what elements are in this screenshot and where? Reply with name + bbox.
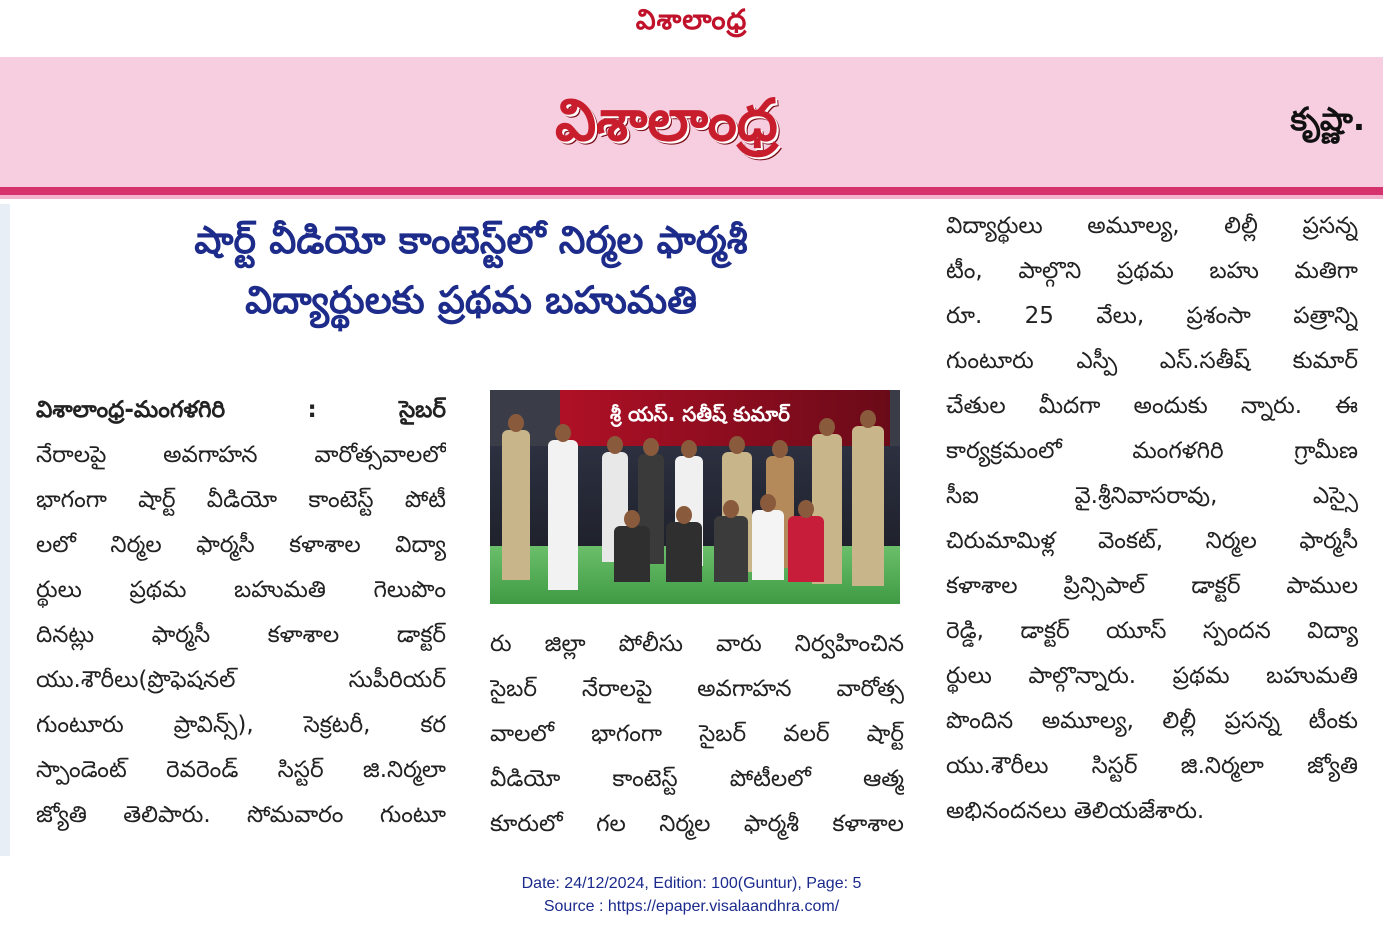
article-column-2: [490, 622, 904, 847]
text-line: రు జిల్లా పోలీసు వారు నిర్వహించిన: [490, 631, 904, 657]
text-line: భాగంగా షార్ట్ వీడియో కాంటెస్ట్ పోటీ: [36, 487, 446, 513]
photo-banner-text: శ్రీ యస్. సతీష్ కుమార్: [610, 402, 790, 426]
masthead-rule: [0, 187, 1383, 195]
masthead-logo: విశాలాంధ్ర: [555, 86, 778, 154]
article-photo: [490, 390, 900, 604]
top-logo: [0, 0, 1383, 40]
text-line: గుంటూరు ఎస్పీ ఎస్.సతీష్ కుమార్: [946, 348, 1358, 374]
seated-person: [666, 522, 702, 582]
headline-line: షార్ట్ వీడియో కాంటెస్ట్‌లో నిర్మల ఫార్మశీ: [194, 218, 748, 262]
text-line: చేతుల మీదగా అందుకు న్నారు. ఈ: [946, 393, 1358, 419]
text-line: దినట్లు ఫార్మసీ కళాశాల డాక్టర్: [36, 622, 446, 648]
article-column-1: [36, 388, 446, 838]
text-line: స్పాండెంట్ రెవరెండ్ సిస్టర్ జి.నిర్మలా: [36, 757, 446, 783]
person-head: [508, 414, 524, 432]
top-logo-text: విశాలాంధ్ర: [635, 3, 748, 36]
text-line: నేరాలపై అవగాహన వారోత్సవాలలో: [36, 442, 446, 468]
text-line: కూరులో గల నిర్మల ఫార్మశీ కళాశాల: [490, 811, 904, 837]
footer-source-line: Source : https://epaper.visalaandhra.com/: [543, 898, 840, 915]
text-line: ర్థులు పాల్గొన్నారు. ప్రథమ బహుమతి: [946, 663, 1358, 689]
seated-person: [714, 516, 748, 582]
text-line: వీడియో కాంటెస్ట్ పోటీలలో ఆత్మ: [490, 766, 904, 792]
text-line: కళాశాల ప్రిన్సిపాల్ డాక్టర్ పాముల: [946, 573, 1358, 599]
person-figure: [502, 430, 530, 580]
text-line: పొందిన అమూల్య, లిల్లీ ప్రసన్న టీంకు: [946, 708, 1358, 734]
person-head: [681, 440, 697, 458]
dateline: విశాలాంధ్ర-మంగళగిరి : సైబర్: [36, 397, 446, 423]
text-line: గుంటూరు ప్రావిన్స్), సెక్రటరీ, కర: [36, 712, 446, 738]
text-line: వాలలో భాగంగా సైబర్ వలర్ షార్ట్: [490, 721, 904, 747]
seated-person: [752, 510, 784, 580]
person-head: [729, 436, 745, 454]
text-line: చిరుమామిళ్ల వెంకట్, నిర్మల ఫార్మసీ: [946, 528, 1358, 554]
text-line: సైబర్ నేరాలపై అవగాహన వారోత్స: [490, 676, 904, 702]
person-head: [555, 424, 571, 442]
seated-person: [788, 516, 824, 582]
seated-person: [614, 526, 650, 582]
footer-date-line: Date: 24/12/2024, Edition: 100(Guntur), Page: 5: [521, 875, 862, 892]
text-line: రూ. 25 వేలు, ప్రశంసా పత్రాన్ని: [946, 303, 1358, 329]
person-figure: [852, 426, 884, 586]
text-line: ర్థులు ప్రథమ బహుమతి గెలుపొం: [36, 577, 446, 603]
region-label: కృష్ణా.: [1290, 100, 1365, 138]
text-line: లలో నిర్మల ఫార్మసీ కళాశాల విద్యా: [36, 532, 446, 558]
person-head: [798, 500, 814, 518]
person-head: [760, 494, 776, 512]
person-head: [772, 440, 788, 458]
person-head: [643, 438, 659, 456]
person-head: [676, 506, 692, 524]
text-line: జ్యోతి తెలిపారు. సోమవారం గుంటూ: [36, 802, 446, 828]
person-head: [624, 510, 640, 528]
person-head: [819, 418, 835, 436]
person-head: [723, 500, 739, 518]
text-line: యు.శౌరీలు సిస్టర్ జి.నిర్మలా జ్యోతి: [946, 753, 1358, 779]
masthead-subrule: [0, 195, 1383, 199]
text-line: రెడ్డి, డాక్టర్ యూస్ స్పందన విద్యా: [946, 618, 1358, 644]
left-margin-strip: [0, 204, 10, 856]
text-line: విద్యార్థులు అమూల్య, లిల్లీ ప్రసన్న: [946, 213, 1358, 239]
page-footer: [0, 872, 1383, 918]
person-figure: [548, 440, 578, 590]
headline-line: విద్యార్థులకు ప్రథమ బహుమతి: [245, 278, 697, 322]
article-headline: [36, 210, 906, 330]
text-line: టీం, పాల్గొని ప్రథమ బహు మతిగా: [946, 258, 1358, 284]
text-line: సీఐ వై.శ్రీనివాసరావు, ఎస్సై: [946, 483, 1358, 509]
text-line: యు.శౌరీలు(ప్రొఫెషనల్ సుపీరియర్: [36, 667, 446, 693]
text-line: కార్యక్రమంలో మంగళగిరి గ్రామీణ: [946, 438, 1358, 464]
text-line: అభినందనలు తెలియజేశారు.: [946, 798, 1205, 824]
person-head: [860, 410, 876, 428]
article-column-3: [946, 204, 1358, 834]
person-head: [607, 436, 623, 454]
